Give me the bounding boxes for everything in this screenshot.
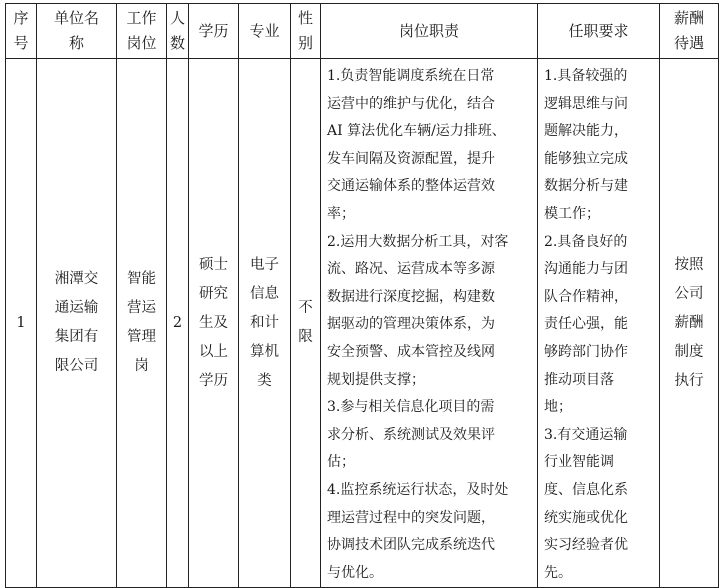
cell-post: 智能 营运 管理 岗 <box>117 59 167 588</box>
cell-requirements <box>538 59 660 588</box>
duty-line: 率； <box>327 205 355 222</box>
duty-line: 数据进行深度挖掘，构建数 <box>327 288 495 305</box>
requirement-line: 3.有交通运输 <box>544 426 628 443</box>
duty-line: 规划提供支撑； <box>327 371 425 388</box>
duty-line: 2.运用大数据分析工具，对客 <box>327 233 509 250</box>
duty-line: 发车间隔及资源配置，提升 <box>327 150 495 167</box>
duty-line: 据驱动的管理决策体系，为 <box>327 316 495 333</box>
requirement-line: 队合作精神， <box>544 288 628 305</box>
requirement-line: 地； <box>544 399 572 416</box>
header-requirements: 任职要求 <box>538 4 660 59</box>
header-education: 学历 <box>189 4 239 59</box>
header-salary: 薪酬 待遇 <box>660 4 719 59</box>
header-seq: 序 号 <box>6 4 37 59</box>
requirement-line: 推动项目落 <box>544 371 614 388</box>
duty-line: 与优化。 <box>327 564 383 581</box>
requirement-line: 够跨部门协作 <box>544 343 628 360</box>
requirement-line: 题解决能力， <box>544 123 628 140</box>
cell-education: 硕士 研究 生及 以上 学历 <box>189 59 239 588</box>
header-post: 工作 岗位 <box>117 4 167 59</box>
requirement-line: 行业智能调 <box>544 454 614 471</box>
duty-line: 流、路况、运营成本等多源 <box>327 261 495 278</box>
requirement-line: 沟通能力与团 <box>544 261 628 278</box>
header-row <box>6 4 719 59</box>
header-unit: 单位名 称 <box>37 4 117 59</box>
requirement-line: 数据分析与建 <box>544 178 628 195</box>
requirement-line: 统实施或优化 <box>544 509 628 526</box>
requirement-line: 先。 <box>544 564 572 581</box>
header-gender: 性 别 <box>291 4 321 59</box>
requirement-line: 1.具备较强的 <box>544 68 628 84</box>
duty-line: 安全预警、成本管控及线网 <box>327 343 495 360</box>
cell-seq: 1 <box>6 59 37 588</box>
requirement-line: 能够独立完成 <box>544 150 628 167</box>
requirement-line: 模工作； <box>544 205 600 222</box>
duty-line: 4.监控系统运行状态，及时处 <box>327 481 509 498</box>
duty-line: 理运营过程中的突发问题， <box>327 509 495 526</box>
cell-count: 2 <box>167 59 189 588</box>
cell-duty <box>321 59 538 588</box>
cell-unit: 湘潭交 通运输 集团有 限公司 <box>37 59 117 588</box>
table-row <box>6 59 719 588</box>
header-major: 专业 <box>239 4 291 59</box>
cell-salary: 按照 公司 薪酬 制度 执行 <box>660 59 719 588</box>
cell-major: 电子 信息 和计 算机 类 <box>239 59 291 588</box>
duty-line: 协调技术团队完成系统迭代 <box>327 537 495 554</box>
requirement-line: 实习经验者优 <box>544 537 628 554</box>
header-duty: 岗位职责 <box>321 4 538 59</box>
duty-line: 1.负责智能调度系统在日常 <box>327 68 495 84</box>
requirement-line: 逻辑思维与问 <box>544 95 628 112</box>
requirement-line: 责任心强，能 <box>544 316 628 333</box>
job-posting-table <box>5 3 719 588</box>
header-count: 人 数 <box>167 4 189 59</box>
requirement-line: 度、信息化系 <box>544 481 628 498</box>
duty-line: 3.参与相关信息化项目的需 <box>327 399 495 416</box>
duty-line: 求分析、系统测试及效果评 <box>327 426 495 443</box>
requirement-line: 2.具备良好的 <box>544 233 628 250</box>
duty-line: 运营中的维护与优化，结合 <box>327 95 495 112</box>
duty-line: 估； <box>327 454 355 471</box>
duty-line: AI 算法优化车辆/运力排班、 <box>327 123 506 140</box>
cell-gender: 不 限 <box>291 59 321 588</box>
duty-line: 交通运输体系的整体运营效 <box>327 178 495 195</box>
